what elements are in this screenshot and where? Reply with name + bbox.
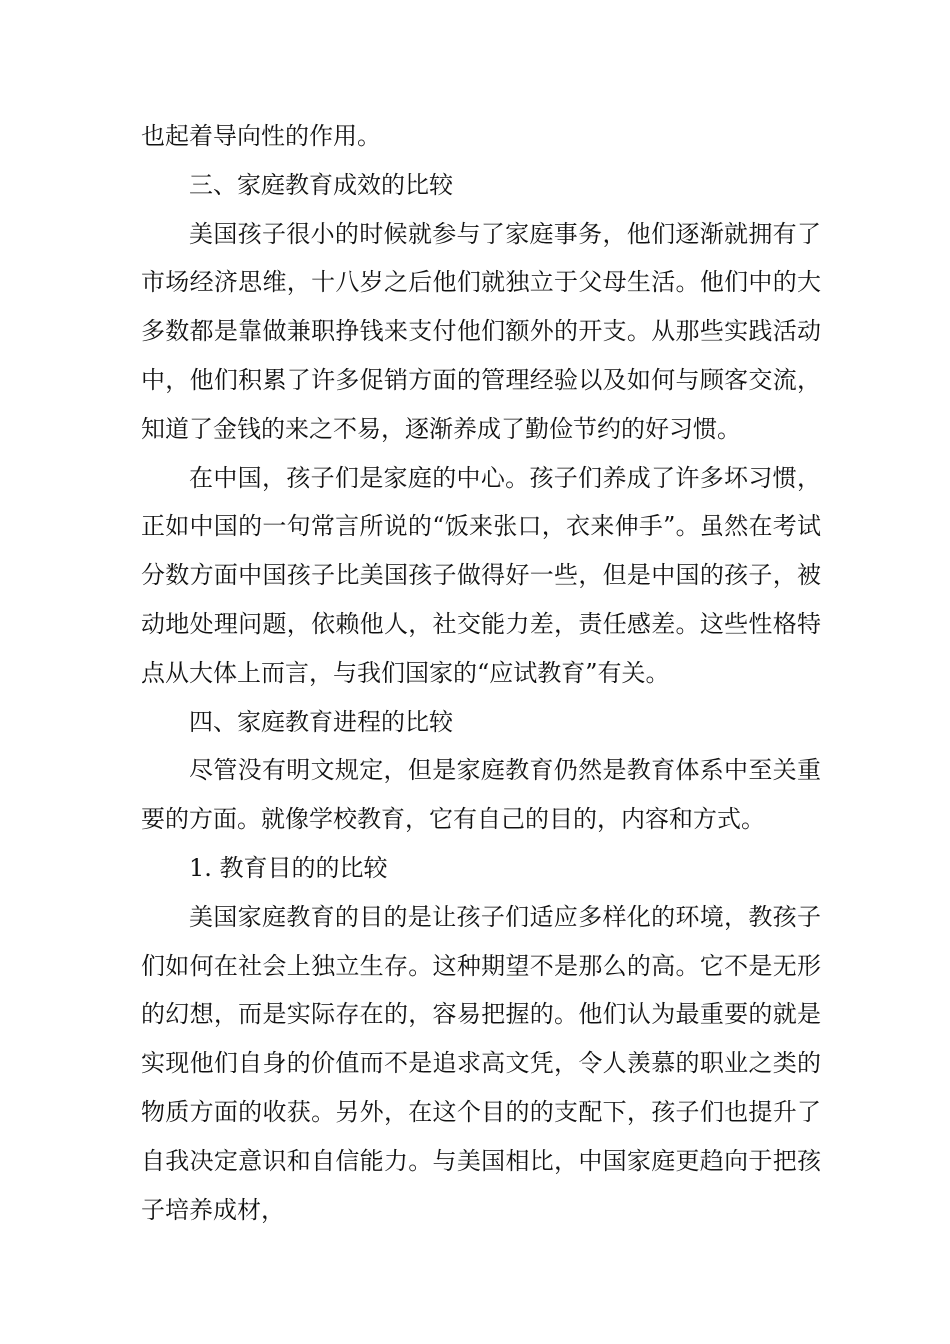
paragraph-american-children: 美国孩子很小的时候就参与了家庭事务，他们逐渐就拥有了市场经济思维，十八岁之后他们就独立于父母生活。他们中的大多数都是靠做兼职挣钱来支付他们额外的开支。从那些实践活动中，他们积累了许多促销方面的管理经验以及如何与顾客交流，知道了金钱的来之不易，逐渐养成了勤俭节约的好习惯。 <box>141 219 821 443</box>
paragraph-chinese-children: 在中国，孩子们是家庭的中心。孩子们养成了许多坏习惯，正如中国的一句常言所说的“饭来张口，衣来伸手”。虽然在考试分数方面中国孩子比美国孩子做得好一些，但是中国的孩子，被动地处理问题，依赖他人，社交能力差，责任感差。这些性格特点从大体上而言，与我们国家的“应试教育”有关。 <box>141 463 821 687</box>
document-body <box>141 112 821 1234</box>
section-heading-four: 四、家庭教育进程的比较 <box>189 707 453 736</box>
paragraph-education-system: 尽管没有明文规定，但是家庭教育仍然是教育体系中至关重要的方面。就像学校教育，它有自己的目的，内容和方式。 <box>141 756 821 834</box>
section-heading-three: 三、家庭教育成效的比较 <box>189 170 453 199</box>
paragraph-education-purpose: 美国家庭教育的目的是让孩子们适应多样化的环境，教孩子们如何在社会上独立生存。这种期望不是那么的高。它不是无形的幻想，而是实际存在的，容易把握的。他们认为最重要的就是实现他们自身的价值而不是追求高文凭，令人羡慕的职业之类的物质方面的收获。另外，在这个目的的支配下，孩子们也提升了自我决定意识和自信能力。与美国相比，中国家庭更趋向于把孩子培养成材， <box>141 902 821 1224</box>
paragraph-continuation: 也起着导向性的作用。 <box>141 122 381 150</box>
subsection-heading-purpose: 1. 教育目的的比较 <box>189 853 388 882</box>
